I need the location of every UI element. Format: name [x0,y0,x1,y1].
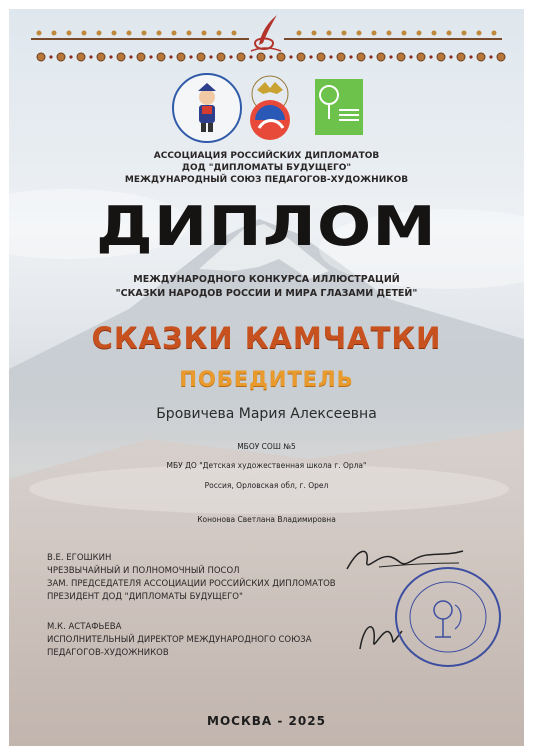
school-name: МБОУ СОШ №5 [237,442,296,451]
signatory-2-line-2: ПЕДАГОГОВ-ХУДОЖНИКОВ [47,648,169,658]
signatory-1 [47,552,336,604]
city-year: МОСКВА - 2025 [207,714,326,728]
recipient-name: Бровичева Мария Алексеевна [156,406,377,422]
contest-name [9,273,524,301]
child-figure-icon [174,75,240,141]
diploma-title: ДИПЛОМ [95,195,437,258]
award-title: ПОБЕДИТЕЛЬ [179,367,354,391]
signatory-1-line-1: ЧРЕЗВЫЧАЙНЫЙ И ПОЛНОМОЧНЫЙ ПОСОЛ [47,566,240,576]
signatory-1-line-2: ЗАМ. ПРЕДСЕДАТЕЛЯ АССОЦИАЦИИ РОССИЙСКИХ ДИПЛОМАТОВ [47,579,336,589]
header-line-2: ДОД "ДИПЛОМАТЫ БУДУЩЕГО" [181,163,352,173]
header-line-1: АССОЦИАЦИЯ РОССИЙСКИХ ДИПЛОМАТОВ [153,151,380,161]
contest-line-2: "СКАЗКИ НАРОДОВ РОССИИ И МИРА ГЛАЗАМИ ДЕТЕЙ" [115,288,418,299]
nomination-title: СКАЗКИ КАМЧАТКИ [91,321,442,355]
signatory-2 [47,621,312,660]
signatory-1-name: В.Е. ЕГОШКИН [47,553,112,563]
diploma-sheet [9,9,524,746]
header-line-3: МЕЖДУНАРОДНЫЙ СОЮЗ ПЕДАГОГОВ-ХУДОЖНИКОВ [124,175,409,185]
signatory-2-line-1: ИСПОЛНИТЕЛЬНЫЙ ДИРЕКТОР МЕЖДУНАРОДНОГО СОЮЗА [47,635,312,645]
signatory-1-line-3: ПРЕЗИДЕНТ ДОД "ДИПЛОМАТЫ БУДУЩЕГО" [47,592,243,602]
double-headed-eagle-icon [245,72,295,148]
international-union-teachers-artists-logo [315,79,363,135]
diplomats-of-future-logo [172,73,242,143]
title-wrap [9,195,524,267]
art-school-name: МБУ ДО "Детская художественная школа г. Орла" [166,461,367,470]
organization-header [9,150,524,186]
recipient-location: Россия, Орловская обл, г. Орел [204,481,329,490]
russian-diplomats-association-emblem [245,72,295,148]
signatory-2-name: М.К. АСТАФЬЕВА [47,622,122,632]
teacher-name: Кононова Светлана Владимировна [197,515,336,524]
quill-inkwell-icon [247,13,287,57]
tree-head-icon [315,79,363,135]
contest-line-1: МЕЖДУНАРОДНОГО КОНКУРСА ИЛЛЮСТРАЦИЙ [133,274,400,285]
organization-stamp [393,565,503,669]
